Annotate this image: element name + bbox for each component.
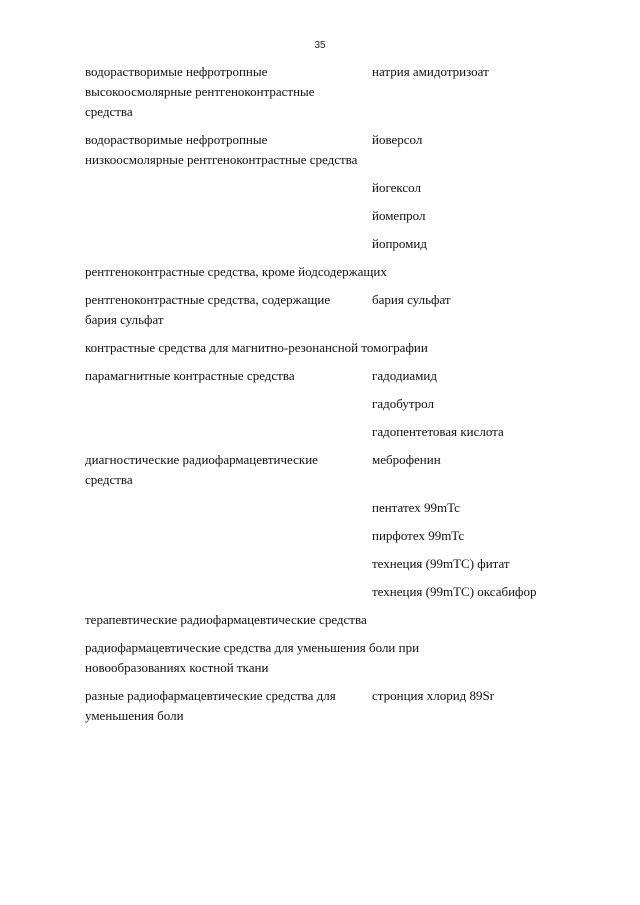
row-substance: гадопентетовая кислота	[372, 424, 504, 439]
row-substance: бария сульфат	[372, 292, 451, 307]
list-row	[85, 554, 585, 574]
row-category: терапевтические радиофармацевтические средства	[85, 612, 367, 627]
row-category: рентгеноконтрастные средства, кроме йодсодержащих	[85, 264, 387, 279]
row-category: парамагнитные контрастные средства	[85, 368, 295, 383]
row-category	[85, 582, 365, 602]
row-category	[85, 422, 365, 442]
list-row	[85, 290, 585, 330]
list-row	[85, 610, 585, 630]
row-substance: технеция (99mTC) оксабифор	[372, 584, 537, 599]
list-row	[85, 450, 585, 490]
list-row	[85, 422, 585, 442]
row-category: рентгеноконтрастные средства, содержащие бария сульфат	[85, 292, 331, 327]
list-row	[85, 62, 585, 122]
row-substance: меброфенин	[372, 452, 441, 467]
list-row	[85, 498, 585, 518]
list-row	[85, 130, 585, 170]
page-number: 35	[314, 40, 326, 51]
row-substance: натрия амидотризоат	[372, 64, 489, 79]
list-row	[85, 234, 585, 254]
list-row	[85, 366, 585, 386]
list-row	[85, 178, 585, 198]
list-row	[85, 338, 585, 358]
row-category: водорастворимые нефротропные низкоосмолярные рентгеноконтрастные средства	[85, 132, 358, 167]
list-row	[85, 394, 585, 414]
row-category: водорастворимые нефротропные высокоосмолярные рентгеноконтрастные средства	[85, 64, 315, 119]
row-substance: йопромид	[372, 236, 427, 251]
row-category: диагностические радиофармацевтические средства	[85, 452, 318, 487]
row-category	[85, 206, 365, 226]
row-category: разные радиофармацевтические средства для уменьшения боли	[85, 688, 336, 723]
row-category: контрастные средства для магнитно-резонансной томографии	[85, 340, 428, 355]
list-row	[85, 206, 585, 226]
row-substance: пирфотех 99mTc	[372, 528, 465, 543]
list-row	[85, 686, 585, 726]
row-substance: йомепрол	[372, 208, 426, 223]
row-substance: стронция хлорид 89Sr	[372, 688, 495, 703]
row-category	[85, 178, 365, 198]
row-substance: йоверсол	[372, 132, 423, 147]
row-substance: гадобутрол	[372, 396, 434, 411]
row-category	[85, 554, 365, 574]
list-row	[85, 526, 585, 546]
row-substance: йогексол	[372, 180, 421, 195]
row-substance: технеция (99mTC) фитат	[372, 556, 510, 571]
row-category	[85, 234, 365, 254]
list-row	[85, 582, 585, 602]
row-category	[85, 526, 365, 546]
row-category	[85, 394, 365, 414]
row-category: радиофармацевтические средства для уменьшения боли при новообразованиях костной ткани	[85, 640, 420, 675]
list-row	[85, 638, 585, 678]
row-substance: гадодиамид	[372, 368, 437, 383]
list-row	[85, 262, 585, 282]
row-substance: пентатех 99mTc	[372, 500, 460, 515]
row-category	[85, 498, 365, 518]
drug-classification-list	[85, 62, 585, 734]
